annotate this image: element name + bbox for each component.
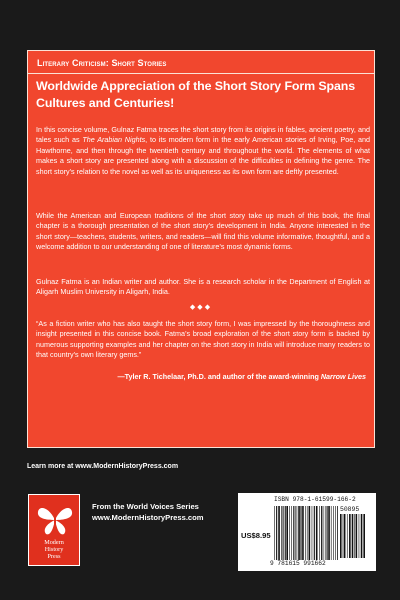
barcode-bar — [285, 506, 286, 560]
barcode-bar — [291, 506, 292, 560]
series-name: From the World Voices Series — [92, 502, 199, 511]
barcode-digits: 9 781615 991662 — [270, 560, 326, 567]
arabian-nights-title: The Arabian Nights — [82, 135, 146, 145]
barcode-bar — [307, 506, 308, 560]
barcode-bar — [302, 506, 304, 560]
logo-word-modern: Modern — [44, 539, 64, 546]
barcode-bar — [340, 514, 342, 558]
barcode-bar — [321, 506, 322, 560]
barcode-bar — [274, 506, 275, 560]
barcode-bar — [286, 506, 288, 560]
barcode-bar — [319, 506, 320, 560]
barcode-bar — [331, 506, 332, 560]
barcode-bar — [305, 506, 306, 560]
butterfly-icon — [35, 503, 75, 537]
price-label: US$8.95 — [241, 531, 271, 540]
logo-wordmark — [29, 539, 79, 560]
endorsement-quote: “As a fiction writer who has also taught the short story form, I was impressed by the thoroughness and insight presented in this concise book. Fatma’s broad exploration of the short story form is backed by numerous supporting examples and her chapter on the short story in India will introduce many readers to that country’s own literary gems.” — [36, 319, 370, 360]
intro-text-start: In this concise volume, Gulnaz Fatma traces the short story from its origins in fables, ancient poetry, and tales such as — [36, 125, 370, 145]
publisher-logo — [28, 494, 80, 566]
barcode-bar — [314, 506, 315, 560]
barcode-bar — [295, 506, 296, 560]
barcode-bar — [333, 506, 334, 560]
barcode-bar — [281, 506, 282, 560]
endorsement-attribution — [117, 372, 366, 381]
barcode-bar — [337, 506, 338, 560]
barcode-bar — [363, 514, 365, 558]
barcode-bar — [343, 514, 344, 558]
barcode-bar — [328, 506, 330, 560]
barcode-bar — [283, 506, 284, 560]
logo-word-press: Press — [47, 553, 61, 560]
barcode-bar — [344, 514, 346, 558]
headline: Worldwide Appreciation of the Short Story Form Spans Cultures and Centuries! — [36, 79, 356, 110]
author-bio: Gulnaz Fatma is an Indian writer and author. She is a research scholar in the Department of English at Aligarh Muslim University in Aligarh, India. — [36, 277, 370, 297]
intro-text-end: , to its modern form in the early American stories of Irving, Poe, and Hawthorne, and then through the twentieth century and throughout the world. The elements of what makes a short story are presented along with a discussion of the difficulties in defining the genre. The short story’s relation to the novel as well as its uniqueness as its own form are deftly presented. — [36, 135, 370, 176]
isbn-barcode — [274, 506, 338, 560]
attribution-book-title: Narrow Lives — [320, 372, 366, 381]
barcode-bar — [359, 514, 360, 558]
description-panel — [27, 50, 375, 448]
barcode-bar — [297, 506, 298, 560]
barcode-bar — [349, 514, 351, 558]
barcode-bar — [361, 514, 363, 558]
category-divider — [28, 73, 374, 74]
barcode-bar — [335, 506, 336, 560]
barcode-bar — [278, 506, 280, 560]
series-info — [92, 501, 204, 523]
barcode-bar — [312, 506, 313, 560]
intro-paragraph — [36, 125, 370, 177]
barcode-bar — [289, 506, 290, 560]
barcode-bar — [300, 506, 301, 560]
price-addon-digits: 50895 — [340, 506, 360, 513]
barcode-bar — [293, 506, 294, 560]
category-label: Literary Criticism: Short Stories — [37, 58, 167, 68]
barcode-bar — [298, 506, 300, 560]
barcode-bar — [276, 506, 277, 560]
barcode-bar — [352, 514, 354, 558]
isbn-number: ISBN 978-1-61599-166-2 — [274, 496, 356, 503]
barcode-bar — [323, 506, 324, 560]
barcode-bar — [347, 514, 348, 558]
barcode-bar — [325, 506, 326, 560]
barcode-bar — [316, 506, 318, 560]
price-addon-barcode — [340, 514, 366, 558]
diamond-divider: ◆◆◆ — [189, 304, 213, 311]
traditions-paragraph: While the American and European traditions of the short story take up much of this book, the final chapter is a thorough presentation of the short story’s development in India. Anyone interested in the short story—teachers, students, writers, and readers—will find this volume informative, thoughtful, and a welcome addition to our understanding of one of literature’s most dynamic forms. — [36, 211, 370, 252]
attribution-name: —Tyler R. Tichelaar, Ph.D. and author of the award-winning — [117, 372, 321, 381]
isbn-barcode-box — [238, 493, 376, 571]
barcode-bar — [327, 506, 328, 560]
learn-more-link[interactable]: Learn more at www.ModernHistoryPress.com — [27, 463, 179, 470]
logo-word-history: History — [44, 546, 64, 553]
barcode-bar — [356, 514, 358, 558]
barcode-bar — [354, 514, 355, 558]
publisher-url[interactable]: www.ModernHistoryPress.com — [92, 513, 204, 522]
barcode-bar — [309, 506, 311, 560]
